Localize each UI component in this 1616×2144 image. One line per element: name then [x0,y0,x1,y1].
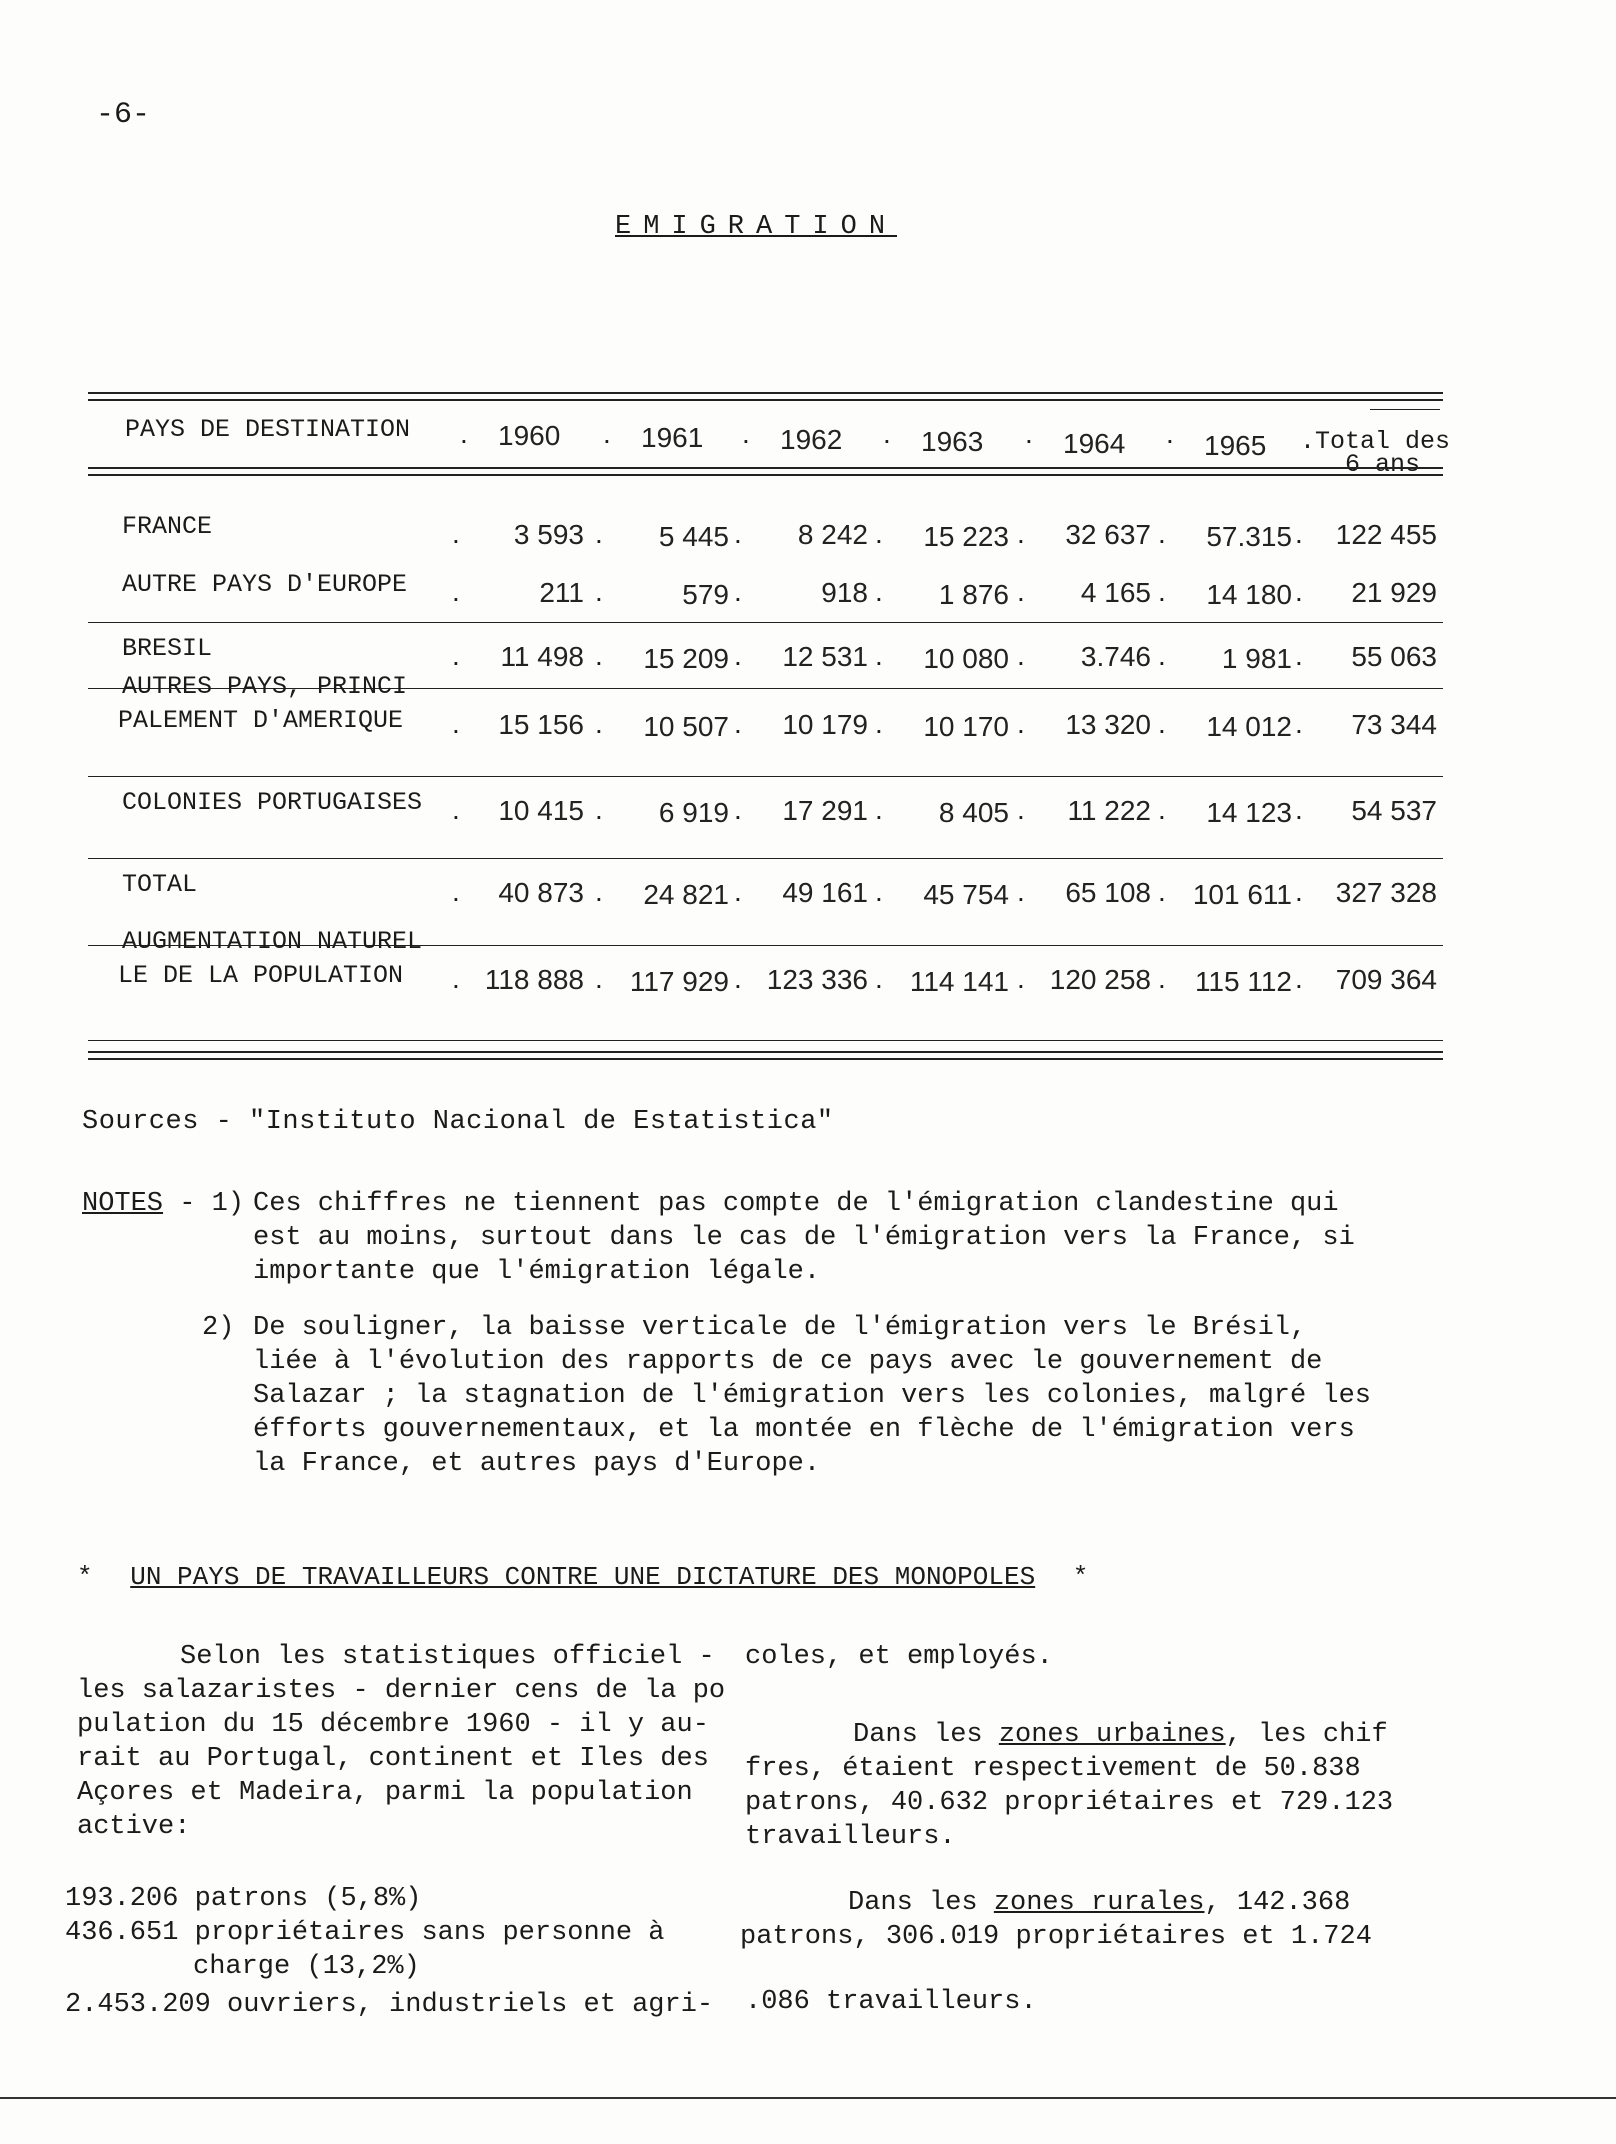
bottom-rule-2 [88,1058,1443,1060]
table-cell: 49 161 [782,877,868,908]
cell-dot: . [875,794,883,825]
cell-dot: . [875,876,883,907]
cell-dot: . [1017,876,1025,907]
table-cell: 57.315 [1206,521,1292,552]
note-2: De souligner, la baisse verticale de l'émigration vers le Brésil, liée à l'évolution des rapports de ce pays avec le gouvernement de Salazar ; la stagnation de l'émigration vers les colonies, malgré les éfforts gouvernementaux, et la montée en flèche de l'émigration vers la France, et autres pays d'Europe. [253,1313,1371,1479]
table-cell: 918 [821,577,868,608]
row-rule [88,622,1443,623]
cell-dot: . [1158,794,1166,825]
table-cell: 3 593 [513,519,584,550]
cell-dot: . [595,518,603,549]
header-total: .Total des [1300,427,1451,456]
row-rule [88,776,1443,777]
notes-label-text: NOTES [82,1189,164,1219]
table-cell: 11 222 [1067,795,1151,826]
header-country: PAYS DE DESTINATION [125,415,411,444]
header-dot: . [603,418,611,449]
table-cell: 123 336 [766,964,868,995]
cell-dot: . [452,963,460,994]
cell-dot: . [734,963,742,994]
urban-pre: Dans les [853,1720,999,1750]
notes-dash: - [179,1189,196,1219]
table-cell: 118 888 [484,964,584,995]
stats-list [65,1882,713,2022]
cell-dot: . [1295,518,1303,549]
heading-star-right: * [1072,1562,1089,1592]
cell-dot: . [1017,963,1025,994]
header-rule-2 [88,474,1443,476]
rural-end: .086 travailleurs. [745,1987,1037,2017]
intro-line-3: pulation du 15 décembre 1960 - il y au- [77,1710,709,1740]
row-label-line2: LE DE LA POPULATION [118,961,404,990]
header-total-line1: Total des [1315,427,1451,456]
table-top-rule-2 [88,399,1443,401]
cell-dot: . [1158,576,1166,607]
table-cell: 211 [539,577,584,608]
cell-dot: . [1295,876,1303,907]
cell-dot: . [875,576,883,607]
header-year-1965: 1965 [1204,430,1267,461]
cell-dot: . [595,963,603,994]
header-dot: . [1166,418,1174,449]
left-column [77,1640,725,1844]
cell-dot: . [452,876,460,907]
cell-dot: . [734,794,742,825]
table-cell: 1 981 [1221,643,1292,674]
intro-line-1: Selon les statistiques officiel - [180,1642,715,1672]
table-cell: 327 328 [1335,877,1437,908]
urban-line-3: travailleurs. [745,1822,956,1852]
cell-dot: . [1295,640,1303,671]
table-cell: 8 405 [938,797,1009,828]
table-cell: 12 531 [782,641,868,672]
cell-dot: . [1017,576,1025,607]
header-rule [88,467,1443,469]
header-dot: . [883,418,891,449]
sources: Sources - "Instituto Nacional de Estatistica" [82,1107,834,1137]
intro-line-6: active: [77,1812,191,1842]
table-cell: 6 919 [658,797,729,828]
row-label: BRESIL [122,634,213,663]
table-cell: 13 320 [1065,709,1151,740]
table-cell: 21 929 [1351,577,1437,608]
footer-rule [0,2097,1616,2099]
cell-dot: . [1295,708,1303,739]
table-cell: 10 415 [498,795,584,826]
table-cell: 10 179 [782,709,868,740]
table-cell: 15 156 [498,709,584,740]
cell-dot: . [1158,640,1166,671]
page-title: EMIGRATION [615,212,898,242]
rural-pre: Dans les [848,1888,994,1918]
intro-line-2: les salazaristes - dernier cens de la po [77,1676,726,1706]
cell-dot: . [1295,963,1303,994]
table-cell: 45 754 [923,879,1009,910]
cell-dot: . [452,708,460,739]
row-label: TOTAL [122,870,198,899]
note-2-marker: 2) [202,1313,235,1343]
cell-dot: . [734,708,742,739]
table-cell: 10 080 [923,643,1009,674]
rural-post: , 142.368 [1204,1888,1351,1918]
row-label: AUTRES PAYS, PRINCI [122,672,408,701]
header-year-1963: 1963 [921,426,984,457]
row-label: COLONIES PORTUGAISES [122,788,423,817]
table-cell: 1 876 [938,579,1009,610]
cell-dot: . [452,576,460,607]
header-dot: . [1025,418,1033,449]
table-cell: 14 180 [1206,579,1292,610]
table-cell: 65 108 [1065,877,1151,908]
section-heading [77,1562,1088,1592]
page-number: -6- [96,98,151,132]
note-1-marker: 1) [211,1189,245,1219]
intro-line-5: Açores et Madeira, parmi la population [77,1778,693,1808]
cell-dot: . [734,640,742,671]
table-cell: 10 507 [643,711,729,742]
row-label-line2: PALEMENT D'AMERIQUE [118,706,404,735]
bottom-rule-1 [88,1051,1443,1053]
header-dot: . [742,418,750,449]
table-cell: 101 611 [1192,879,1292,910]
table-cell: 4 165 [1080,577,1151,608]
cell-dot: . [875,640,883,671]
section-heading-text: UN PAYS DE TRAVAILLEURS CONTRE UNE DICTATURE DES MONOPOLES [130,1562,1036,1592]
stat-proprietaires-cont: charge (13,2%) [193,1952,420,1982]
stat-ouvriers-text: ouvriers, industriels et agri- [227,1990,714,2020]
cell-dot: . [452,794,460,825]
urban-line-2: patrons, 40.632 propriétaires et 729.123 [745,1788,1394,1818]
right-column [745,1640,1053,1674]
header-year-1962: 1962 [780,424,843,455]
table-cell: 122 455 [1335,519,1437,550]
cell-dot: . [1158,518,1166,549]
urban-post: , les chif [1225,1720,1388,1750]
table-cell: 11 498 [500,641,584,672]
table-cell: 15 209 [643,643,729,674]
table-cell: 117 929 [629,966,729,997]
right-cont: coles, et employés. [745,1642,1053,1672]
table-cell: 55 063 [1351,641,1437,672]
cell-dot: . [595,794,603,825]
table-cell: 32 637 [1065,519,1151,550]
cell-dot: . [1158,963,1166,994]
stat-patrons [65,1882,713,1916]
cell-dot: . [1017,708,1025,739]
table-cell: 17 291 [782,795,868,826]
table-top-rule-3 [1370,409,1440,410]
row-label: AUTRE PAYS D'EUROPE [122,570,408,599]
header-year-1960: 1960 [498,420,561,451]
table-cell: 40 873 [498,877,584,908]
header-dot: . [460,418,468,449]
header-year-1964: 1964 [1063,428,1126,459]
table-cell: 14 123 [1206,797,1292,828]
cell-dot: . [1295,794,1303,825]
cell-dot: . [734,876,742,907]
cell-dot: . [875,708,883,739]
cell-dot: . [1017,518,1025,549]
cell-dot: . [1295,576,1303,607]
rural-underlined: zones rurales [993,1888,1205,1918]
cell-dot: . [1017,794,1025,825]
table-cell: 10 170 [923,711,1009,742]
stat-proprietaires [65,1916,713,1950]
table-cell: 14 012 [1206,711,1292,742]
cell-dot: . [1158,876,1166,907]
row-label: FRANCE [122,512,213,541]
urban-paragraph [745,1718,1393,1854]
table-cell: 15 223 [923,521,1009,552]
cell-dot: . [452,518,460,549]
table-cell: 3.746 [1080,641,1151,672]
table-cell: 579 [682,579,729,610]
table-top-rule [88,392,1443,394]
row-label: AUGMENTATION NATUREL [122,927,423,956]
note-1: Ces chiffres ne tiennent pas compte de l'émigration clandestine qui est au moins, surtout dans le cas de l'émigration vers la France, si importante que l'émigration légale. [253,1189,1355,1287]
urban-underlined: zones urbaines [998,1720,1226,1750]
stat-ouvriers-num: 2.453.209 [65,1990,211,2020]
row-rule [88,1040,1443,1041]
rural-paragraph [740,1886,1372,1954]
cell-dot: . [1017,640,1025,671]
cell-dot: . [595,576,603,607]
cell-dot: . [875,518,883,549]
table-cell: 114 141 [909,966,1009,997]
intro-line-4: rait au Portugal, continent et Iles des [77,1744,709,1774]
cell-dot: . [595,640,603,671]
cell-dot: . [595,876,603,907]
header-total-sub: 6 ans [1345,450,1421,479]
urban-line-1: fres, étaient respectivement de 50.838 [745,1754,1361,1784]
table-cell: 5 445 [658,521,729,552]
cell-dot: . [595,708,603,739]
stat-patrons-text: patrons (5,8%) [194,1884,422,1914]
table-cell: 709 364 [1335,964,1437,995]
cell-dot: . [734,518,742,549]
cell-dot: . [875,963,883,994]
rural-line-1: patrons, 306.019 propriétaires et 1.724 [740,1922,1372,1952]
table-cell: 8 242 [797,519,868,550]
table-cell: 24 821 [643,879,729,910]
cell-dot: . [1158,708,1166,739]
row-rule [88,858,1443,859]
table-cell: 115 112 [1194,966,1292,997]
cell-dot: . [452,640,460,671]
stat-proprietaires-text: propriétaires sans personne à [194,1918,665,1948]
notes-label [82,1187,244,1221]
table-cell: 120 258 [1049,964,1151,995]
cell-dot: . [734,576,742,607]
table-cell: 73 344 [1351,709,1437,740]
stat-patrons-num: 193.206 [65,1884,179,1914]
table-cell: 54 537 [1351,795,1437,826]
heading-star-left: * [77,1562,93,1592]
stat-proprietaires-num: 436.651 [65,1918,179,1948]
header-year-1961: 1961 [641,422,704,453]
